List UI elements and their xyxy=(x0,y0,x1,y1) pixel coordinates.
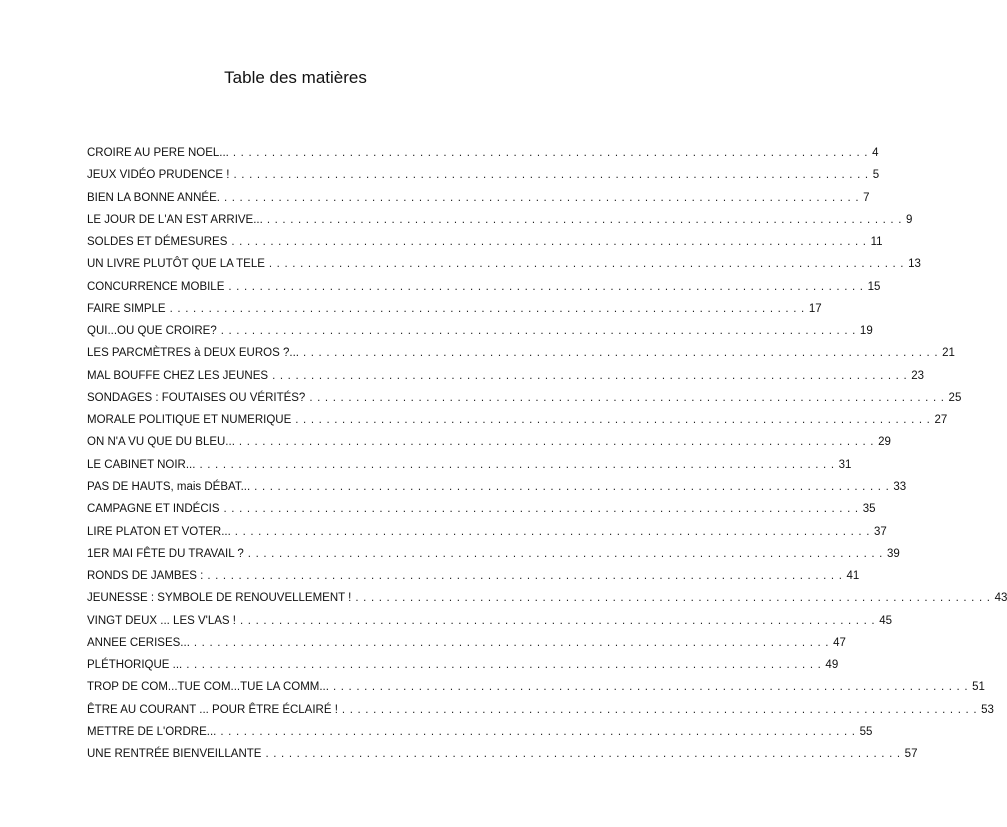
toc-page-number: 27 xyxy=(934,414,948,427)
toc-entry[interactable] xyxy=(87,236,883,258)
toc-page-number: 29 xyxy=(878,436,891,449)
toc-page-number: 31 xyxy=(838,458,852,471)
dot-leader: .................................................................................. xyxy=(266,213,907,226)
toc-entry[interactable] xyxy=(87,748,918,770)
dot-leader: .................................................................................. xyxy=(220,725,860,738)
toc-page-number: 15 xyxy=(867,280,881,293)
toc-entry[interactable] xyxy=(87,280,881,303)
toc-page-number: 37 xyxy=(874,525,887,538)
toc-page-number: 17 xyxy=(808,302,822,315)
toc-entry-title: JEUX VIDÉO PRUDENCE ! xyxy=(87,169,230,182)
dot-leader: .................................................................................. xyxy=(223,191,864,204)
dot-leader: .................................................................................. xyxy=(309,391,949,404)
toc-entry-title: UNE RENTRÉE BIENVEILLANTE xyxy=(87,748,262,761)
toc-entry[interactable] xyxy=(87,369,925,392)
toc-page-number: 19 xyxy=(859,325,873,338)
toc-entry-title: LE CABINET NOIR... xyxy=(87,458,196,471)
toc-page-number: 55 xyxy=(859,725,873,738)
dot-leader: .................................................................................. xyxy=(199,458,839,471)
toc-page-number: 4 xyxy=(872,147,879,159)
toc-entry[interactable] xyxy=(87,703,994,726)
toc-entry-title: PAS DE HAUTS, mais DÉBAT... xyxy=(87,480,251,493)
dot-leader: .................................................................................. xyxy=(265,748,905,761)
toc-entry-title: UN LIVRE PLUTÔT QUE LA TELE xyxy=(87,258,265,271)
dot-leader: .................................................................................. xyxy=(193,636,834,649)
toc-entry-title: PLÉTHORIQUE ... xyxy=(87,659,183,672)
toc-entry-title: SONDAGES : FOUTAISES OU VÉRITÉS? xyxy=(87,391,306,404)
dot-leader: .................................................................................. xyxy=(220,325,860,338)
toc-page-number: 13 xyxy=(908,258,921,271)
dot-leader: .................................................................................. xyxy=(223,503,863,516)
toc-entry-title: CAMPAGNE ET INDÉCIS xyxy=(87,503,220,516)
toc-entry[interactable] xyxy=(87,636,846,659)
toc-entry[interactable] xyxy=(87,659,839,681)
dot-leader: .................................................................................. xyxy=(341,703,982,716)
toc-entry[interactable] xyxy=(87,725,873,748)
toc-entry-title: QUI...OU QUE CROIRE? xyxy=(87,325,217,338)
toc-entry[interactable] xyxy=(87,436,891,458)
toc-entry[interactable] xyxy=(87,302,822,325)
toc-page-number: 25 xyxy=(948,391,962,404)
toc-entry[interactable] xyxy=(87,592,1007,614)
toc-page-number: 23 xyxy=(911,369,925,382)
toc-entry[interactable] xyxy=(87,458,852,481)
dot-leader: .................................................................................. xyxy=(254,480,894,493)
toc-page-number: 53 xyxy=(981,703,994,716)
dot-leader: .................................................................................. xyxy=(207,570,847,583)
dot-leader: .................................................................................. xyxy=(186,659,826,672)
toc-entry[interactable] xyxy=(87,169,880,191)
toc-entry[interactable] xyxy=(87,391,962,414)
toc-entry-title: LE JOUR DE L'AN EST ARRIVE... xyxy=(87,213,263,226)
toc-entry-title: CROIRE AU PERE NOEL... xyxy=(87,147,229,159)
toc-page-number: 7 xyxy=(863,191,870,204)
toc-entry-title: LIRE PLATON ET VOTER... xyxy=(87,525,231,538)
toc-page-number: 41 xyxy=(846,570,860,583)
toc-entry[interactable] xyxy=(87,480,907,503)
toc-entry[interactable] xyxy=(87,191,870,214)
page-title: Table des matières xyxy=(224,68,367,87)
toc-entry-title: MORALE POLITIQUE ET NUMERIQUE xyxy=(87,414,292,427)
toc-page-number: 51 xyxy=(972,681,985,694)
toc-entry[interactable] xyxy=(87,347,955,369)
toc-page-number: 45 xyxy=(879,614,892,627)
toc-entry[interactable] xyxy=(87,147,879,169)
toc-entry-title: ON N'A VU QUE DU BLEU... xyxy=(87,436,235,449)
toc-entry-title: FAIRE SIMPLE xyxy=(87,302,166,315)
dot-leader: .................................................................................. xyxy=(302,347,943,360)
toc-entry-title: METTRE DE L'ORDRE... xyxy=(87,725,217,738)
toc-entry-title: VINGT DEUX ... LES V'LAS ! xyxy=(87,614,236,627)
dot-leader: .................................................................................. xyxy=(332,681,973,694)
dot-leader: .................................................................................. xyxy=(228,280,868,293)
toc-entry-title: BIEN LA BONNE ANNÉE. xyxy=(87,191,220,204)
toc-entry-title: RONDS DE JAMBES : xyxy=(87,570,204,583)
dot-leader: .................................................................................. xyxy=(234,525,874,538)
toc-entry-title: MAL BOUFFE CHEZ LES JEUNES xyxy=(87,369,269,382)
toc-page-number: 49 xyxy=(825,659,839,672)
dot-leader: .................................................................................. xyxy=(231,236,871,249)
toc-entry[interactable] xyxy=(87,681,985,703)
toc-entry[interactable] xyxy=(87,213,913,236)
toc-entry[interactable] xyxy=(87,547,900,570)
toc-entry[interactable] xyxy=(87,525,887,548)
toc-entry[interactable] xyxy=(87,414,948,436)
toc-page-number: 11 xyxy=(870,236,883,249)
toc-page-number: 35 xyxy=(862,503,876,516)
toc-page-number: 5 xyxy=(872,169,880,182)
table-of-contents xyxy=(87,147,1007,770)
toc-entry[interactable] xyxy=(87,258,921,280)
dot-leader: .................................................................................. xyxy=(239,614,880,627)
dot-leader: .................................................................................. xyxy=(247,547,887,560)
toc-entry-title: TROP DE COM...TUE COM...TUE LA COMM... xyxy=(87,681,329,694)
toc-entry-title: JEUNESSE : SYMBOLE DE RENOUVELLEMENT ! xyxy=(87,592,352,605)
toc-page-number: 33 xyxy=(893,480,907,493)
toc-entry-title: ANNEE CERISES... xyxy=(87,636,190,649)
toc-page-number: 47 xyxy=(833,636,846,649)
toc-entry-title: CONCURRENCE MOBILE xyxy=(87,280,225,293)
toc-entry-title: LES PARCMÈTRES à DEUX EUROS ?... xyxy=(87,347,299,360)
dot-leader: .................................................................................. xyxy=(232,147,873,159)
toc-entry[interactable] xyxy=(87,503,876,525)
dot-leader: .................................................................................. xyxy=(295,414,935,427)
toc-entry-title: SOLDES ET DÉMESURES xyxy=(87,236,228,249)
toc-page-number: 9 xyxy=(906,213,913,226)
dot-leader: .................................................................................. xyxy=(272,369,912,382)
dot-leader: .................................................................................. xyxy=(268,258,909,271)
toc-entry[interactable] xyxy=(87,570,860,592)
dot-leader: .................................................................................. xyxy=(169,302,809,315)
toc-entry-title: ÊTRE AU COURANT ... POUR ÊTRE ÉCLAIRÉ ! xyxy=(87,703,338,716)
toc-page-number: 39 xyxy=(886,547,900,560)
toc-entry[interactable] xyxy=(87,325,873,347)
toc-entry[interactable] xyxy=(87,614,892,637)
toc-entry-title: 1ER MAI FÊTE DU TRAVAIL ? xyxy=(87,547,244,560)
toc-page-number: 43 xyxy=(994,592,1007,605)
dot-leader: .................................................................................. xyxy=(355,592,995,605)
dot-leader: .................................................................................. xyxy=(233,169,873,182)
toc-page-number: 21 xyxy=(942,347,955,360)
dot-leader: .................................................................................. xyxy=(238,436,879,449)
toc-page-number: 57 xyxy=(904,748,918,761)
